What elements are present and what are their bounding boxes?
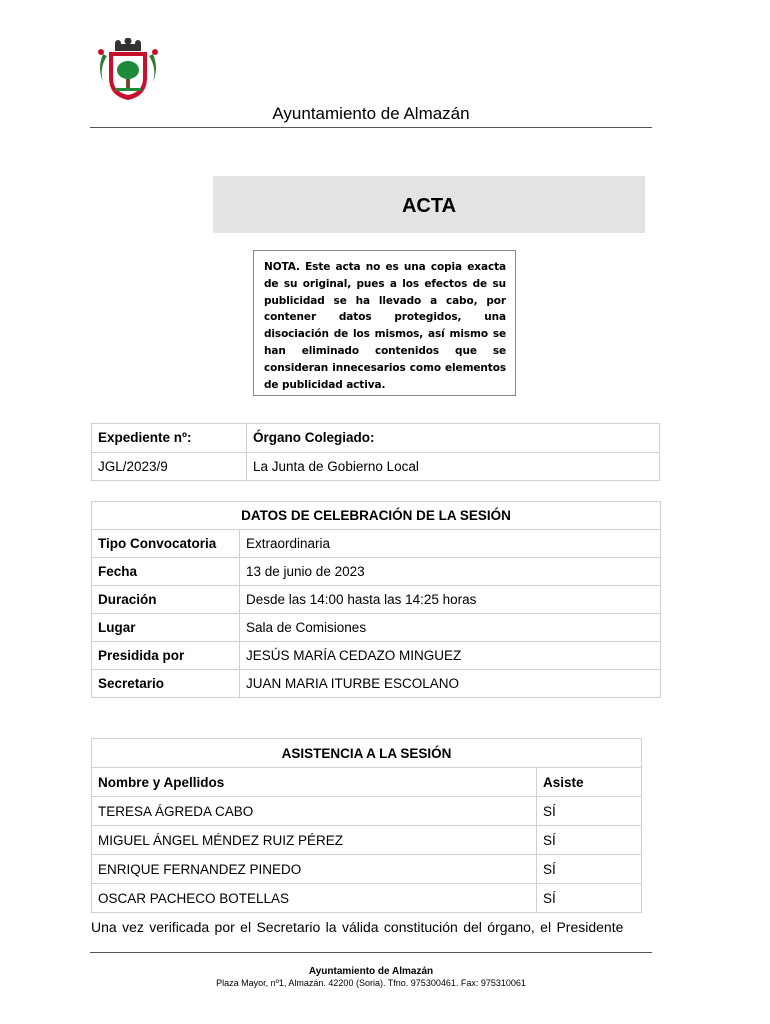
sesion-value: JESÚS MARÍA CEDAZO MINGUEZ (240, 642, 661, 670)
table-row (92, 884, 642, 913)
member-asiste: SÍ (537, 855, 642, 884)
header-title: Ayuntamiento de Almazán (272, 104, 470, 123)
nota-box (253, 250, 516, 396)
expediente-table (91, 423, 660, 481)
coat-of-arms-logo (95, 38, 161, 102)
sesion-value: Sala de Comisiones (240, 614, 661, 642)
member-name: OSCAR PACHECO BOTELLAS (92, 884, 537, 913)
sesion-title: DATOS DE CELEBRACIÓN DE LA SESIÓN (92, 502, 661, 530)
sesion-label: Tipo Convocatoria (92, 530, 240, 558)
table-row (92, 614, 661, 642)
organo-value: La Junta de Gobierno Local (247, 452, 660, 481)
expediente-value: JGL/2023/9 (92, 452, 247, 481)
asistencia-title: ASISTENCIA A LA SESIÓN (92, 739, 642, 768)
table-row (92, 558, 661, 586)
table-row (92, 586, 661, 614)
body-paragraph: Una vez verificada por el Secretario la válida constitución del órgano, el Presidente (91, 919, 624, 935)
footer-name: Ayuntamiento de Almazán (308, 966, 434, 977)
sesion-label: Presidida por (92, 642, 240, 670)
member-name: MIGUEL ÁNGEL MÉNDEZ RUIZ PÉREZ (92, 826, 537, 855)
sesion-label: Fecha (92, 558, 240, 586)
member-asiste: SÍ (537, 797, 642, 826)
table-row (92, 642, 661, 670)
footer-divider (90, 952, 652, 953)
sesion-table (91, 501, 661, 698)
footer-address: Plaza Mayor, nº1, Almazán. 42200 (Soria). Tfno. 975300461. Fax: 975310061 (216, 978, 526, 988)
sesion-value: Extraordinaria (240, 530, 661, 558)
nota-text: NOTA. Este acta no es una copia exacta de su original, pues a los efectos de su publicidad se ha llevado a cabo, por contener datos protegidos, una disociación de los mismos, así mismo se han eliminado contenidos que se consideran innecesarios como elementos de publicidad activa. (264, 261, 506, 391)
member-asiste: SÍ (537, 826, 642, 855)
acta-title: ACTA (401, 195, 457, 217)
member-asiste: SÍ (537, 884, 642, 913)
sesion-value: Desde las 14:00 hasta las 14:25 horas (240, 586, 661, 614)
table-row (92, 826, 642, 855)
sesion-label: Lugar (92, 614, 240, 642)
column-header-asiste: Asiste (537, 768, 642, 797)
sesion-value: 13 de junio de 2023 (240, 558, 661, 586)
sesion-label: Secretario (92, 670, 240, 698)
asistencia-table (91, 738, 642, 913)
sesion-label: Duración (92, 586, 240, 614)
member-name: TERESA ÁGREDA CABO (92, 797, 537, 826)
expediente-label: Expediente nº: (92, 424, 247, 453)
sesion-value: JUAN MARIA ITURBE ESCOLANO (240, 670, 661, 698)
acta-banner (213, 176, 645, 233)
table-row (92, 670, 661, 698)
column-header-name: Nombre y Apellidos (92, 768, 537, 797)
organo-label: Órgano Colegiado: (247, 424, 660, 453)
table-row (92, 855, 642, 884)
table-row (92, 797, 642, 826)
header-divider (90, 127, 652, 128)
member-name: ENRIQUE FERNANDEZ PINEDO (92, 855, 537, 884)
table-row (92, 530, 661, 558)
